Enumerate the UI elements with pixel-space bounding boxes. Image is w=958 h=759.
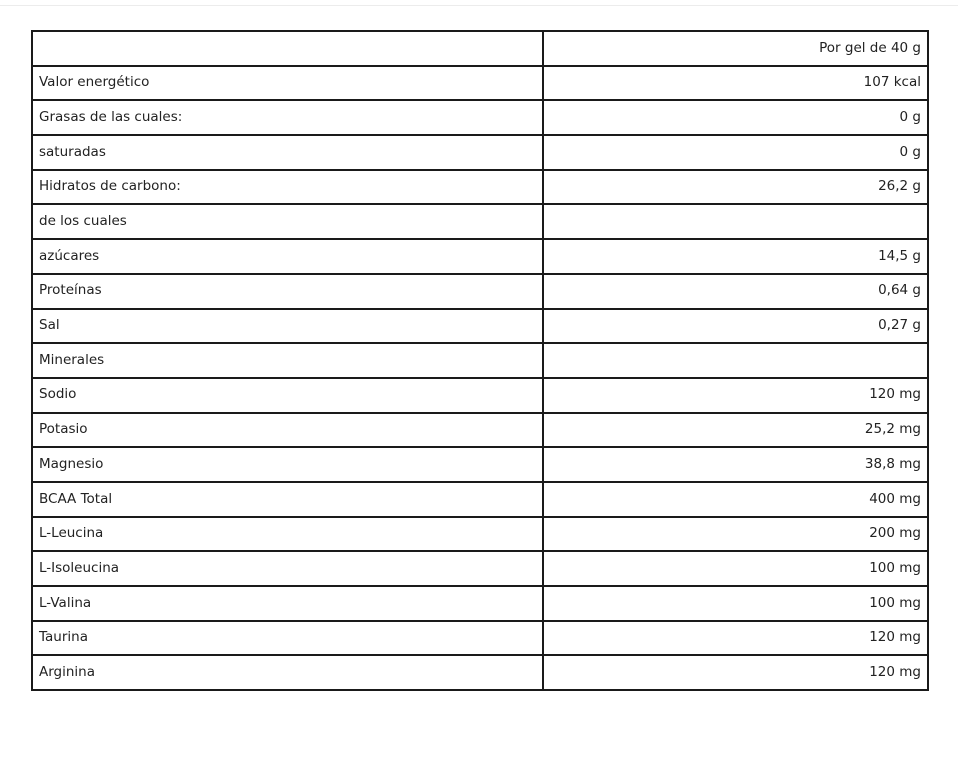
nutrient-label: BCAA Total [32, 482, 543, 517]
nutrient-label: Sodio [32, 378, 543, 413]
nutrient-label: L-Isoleucina [32, 551, 543, 586]
table-row [32, 413, 928, 448]
nutrient-label: Minerales [32, 343, 543, 378]
table-row [32, 204, 928, 239]
nutrient-label: Sal [32, 309, 543, 344]
table-row [32, 378, 928, 413]
table-row [32, 343, 928, 378]
nutrient-label: Valor energético [32, 66, 543, 101]
nutrient-value: 400 mg [543, 482, 928, 517]
nutrient-value: 14,5 g [543, 239, 928, 274]
nutrient-value: 120 mg [543, 621, 928, 656]
table-row [32, 482, 928, 517]
table-row [32, 239, 928, 274]
nutrient-value: 0,64 g [543, 274, 928, 309]
nutrient-value: 200 mg [543, 517, 928, 552]
nutrient-value: 100 mg [543, 586, 928, 621]
table-row [32, 135, 928, 170]
nutrient-value [543, 343, 928, 378]
nutrient-label: Hidratos de carbono: [32, 170, 543, 205]
nutrient-value: 107 kcal [543, 66, 928, 101]
table-row [32, 274, 928, 309]
nutrient-label: saturadas [32, 135, 543, 170]
nutrient-label: L-Leucina [32, 517, 543, 552]
nutrient-value: 0 g [543, 100, 928, 135]
table-row [32, 586, 928, 621]
table-row [32, 66, 928, 101]
nutrient-value: 120 mg [543, 655, 928, 690]
nutrient-label: Arginina [32, 655, 543, 690]
nutrient-label: Taurina [32, 621, 543, 656]
nutrient-label: de los cuales [32, 204, 543, 239]
table-row [32, 309, 928, 344]
nutrient-value [543, 204, 928, 239]
table-row [32, 551, 928, 586]
header-label-cell [32, 31, 543, 66]
table-header-row [32, 31, 928, 66]
table-row [32, 621, 928, 656]
nutrient-label: Potasio [32, 413, 543, 448]
nutrient-value: 0,27 g [543, 309, 928, 344]
table-row [32, 100, 928, 135]
table-row [32, 447, 928, 482]
nutrition-facts-table [31, 30, 929, 691]
nutrient-value: 120 mg [543, 378, 928, 413]
nutrient-value: 0 g [543, 135, 928, 170]
table-row [32, 517, 928, 552]
nutrient-value: 38,8 mg [543, 447, 928, 482]
top-divider [0, 5, 958, 6]
table-row [32, 170, 928, 205]
nutrient-label: azúcares [32, 239, 543, 274]
nutrient-label: Proteínas [32, 274, 543, 309]
nutrient-value: 26,2 g [543, 170, 928, 205]
nutrient-label: L-Valina [32, 586, 543, 621]
nutrient-label: Grasas de las cuales: [32, 100, 543, 135]
nutrient-value: 25,2 mg [543, 413, 928, 448]
nutrient-label: Magnesio [32, 447, 543, 482]
table-row [32, 655, 928, 690]
nutrient-value: 100 mg [543, 551, 928, 586]
header-serving-cell: Por gel de 40 g [543, 31, 928, 66]
